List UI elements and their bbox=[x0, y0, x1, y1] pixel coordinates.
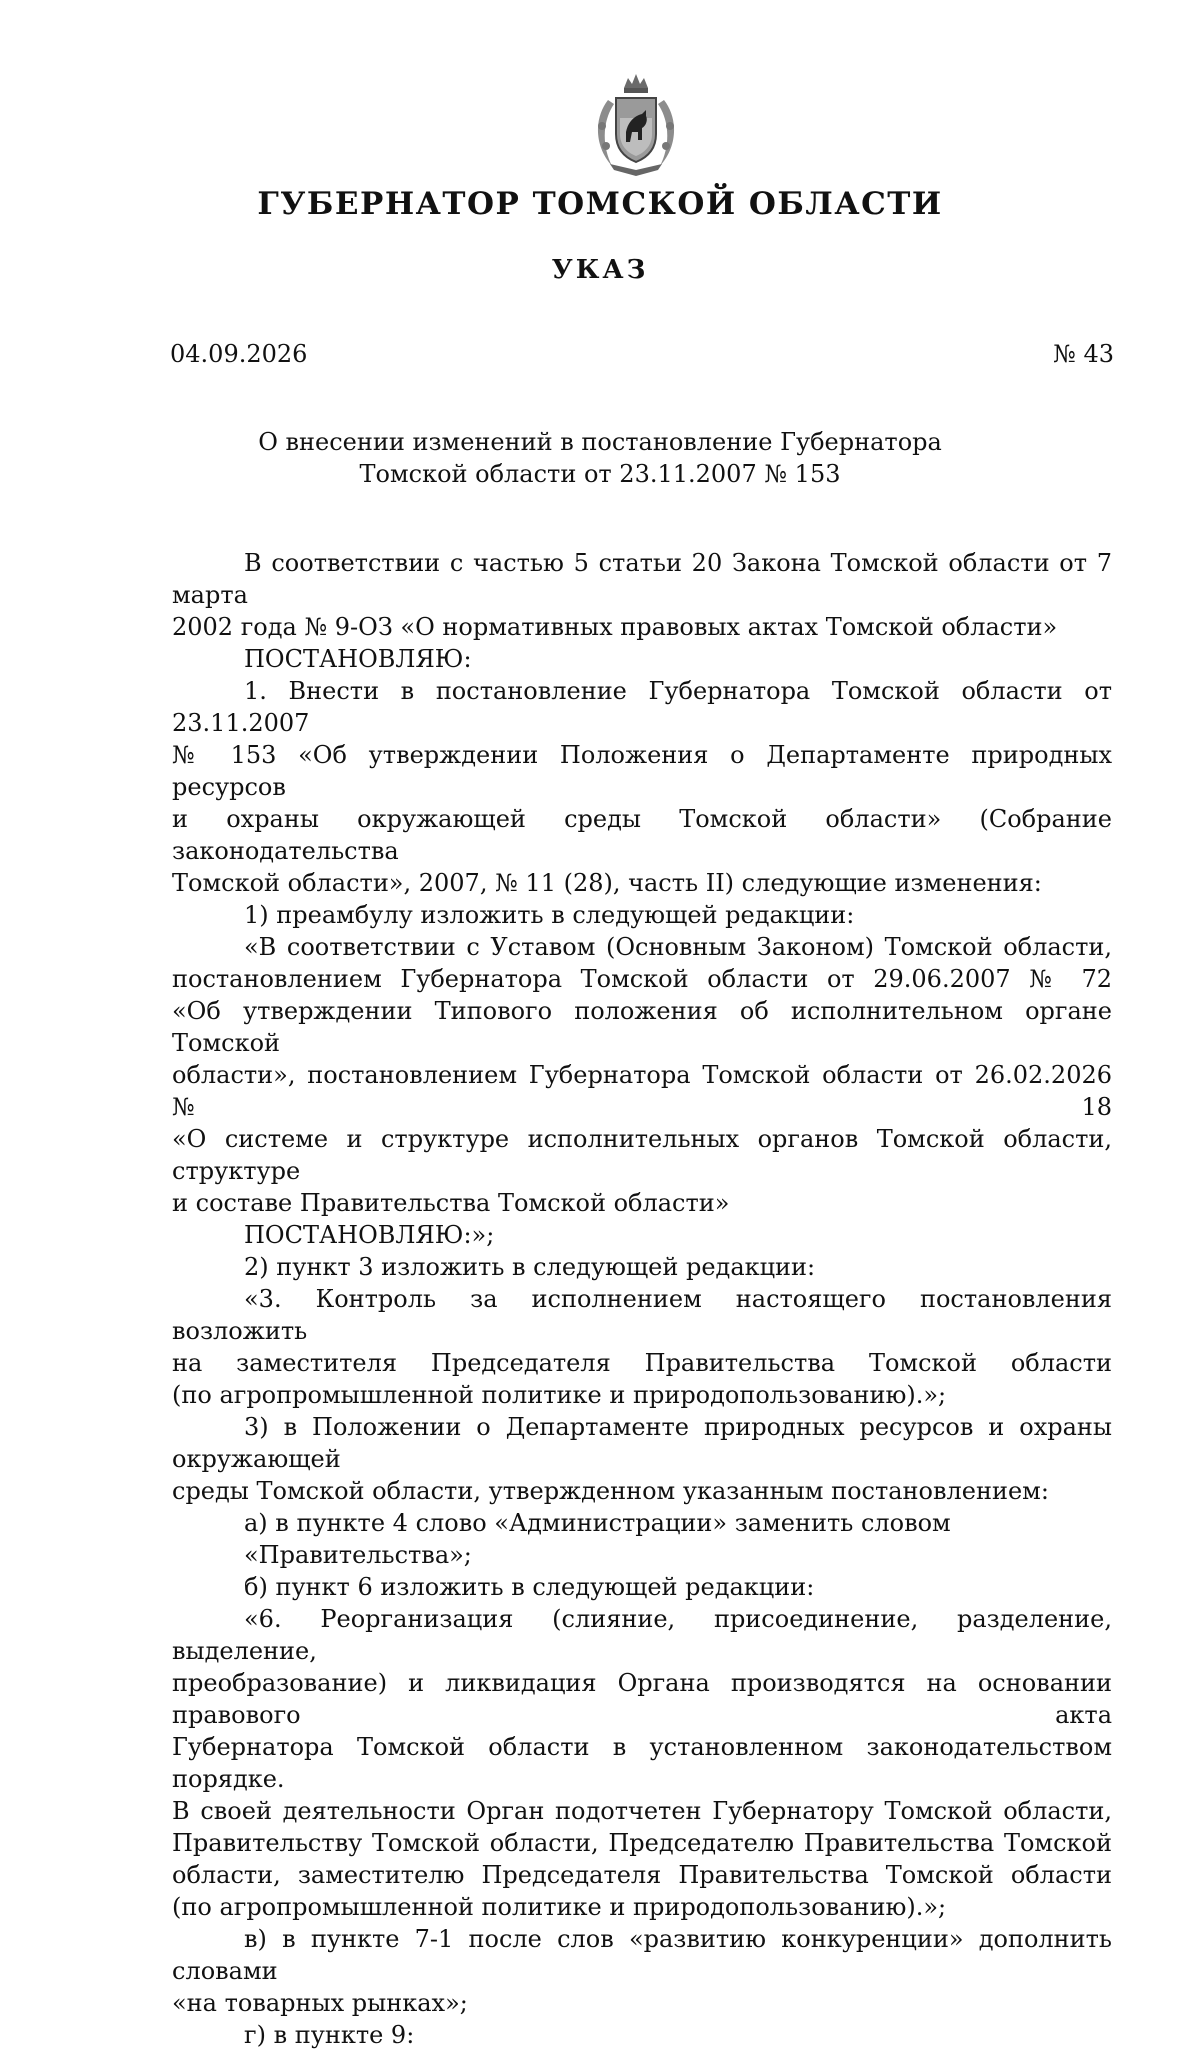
document-subject bbox=[0, 426, 1200, 490]
document-type: УКАЗ bbox=[551, 255, 649, 285]
body-line: Правительству Томской области, Председателю Правительства Томской bbox=[172, 1829, 1112, 1857]
body-line: «Об утверждении Типового положения об исполнительном органе Томской bbox=[172, 997, 1112, 1057]
body-line: в) в пункте 7-1 после слов «развитию конкуренции» дополнить словами bbox=[172, 1925, 1112, 1985]
subject-line: Томской области от 23.11.2007 № 153 bbox=[359, 460, 841, 488]
body-line: ПОСТАНОВЛЯЮ:»; bbox=[244, 1221, 495, 1249]
body-line: (по агропромышленной политике и природопользованию).»; bbox=[172, 1893, 947, 1921]
body-line: ПОСТАНОВЛЯЮ: bbox=[244, 645, 472, 673]
body-line: 1. Внести в постановление Губернатора Томской области от 23.11.2007 bbox=[172, 677, 1112, 737]
body-line: 1) преамбулу изложить в следующей редакции: bbox=[244, 901, 855, 929]
document-body bbox=[172, 547, 1112, 2051]
coat-of-arms-emblem bbox=[588, 70, 684, 176]
organization-title: ГУБЕРНАТОР ТОМСКОЙ ОБЛАСТИ bbox=[257, 186, 943, 222]
body-line: В своей деятельности Орган подотчетен Губернатору Томской области, bbox=[172, 1797, 1112, 1825]
body-line: (по агропромышленной политике и природопользованию).»; bbox=[172, 1381, 947, 1409]
body-line: 2002 года № 9-ОЗ «О нормативных правовых актах Томской области» bbox=[172, 613, 1058, 641]
body-line: постановлением Губернатора Томской области от 29.06.2007 № 72 bbox=[172, 965, 1112, 993]
body-line: № 153 «Об утверждении Положения о Департаменте природных ресурсов bbox=[172, 741, 1112, 801]
body-line: г) в пункте 9: bbox=[244, 2021, 415, 2049]
body-line: В соответствии с частью 5 статьи 20 Закона Томской области от 7 марта bbox=[172, 549, 1112, 609]
document-number: № 43 bbox=[1053, 340, 1114, 368]
body-line: «О системе и структуре исполнительных органов Томской области, структуре bbox=[172, 1125, 1112, 1185]
body-line: 3) в Положении о Департаменте природных ресурсов и охраны окружающей bbox=[172, 1413, 1112, 1473]
body-line: «6. Реорганизация (слияние, присоединение, разделение, выделение, bbox=[172, 1605, 1112, 1665]
body-line: «В соответствии с Уставом (Основным Законом) Томской области, bbox=[244, 933, 1112, 961]
body-line: «3. Контроль за исполнением настоящего постановления возложить bbox=[172, 1285, 1112, 1345]
body-line: Томской области», 2007, № 11 (28), часть II) следующие изменения: bbox=[172, 869, 1042, 897]
body-line: области, заместителю Председателя Правительства Томской области bbox=[172, 1861, 1112, 1889]
body-line: а) в пункте 4 слово «Администрации» заменить словом «Правительства»; bbox=[244, 1509, 951, 1569]
body-line: 2) пункт 3 изложить в следующей редакции: bbox=[244, 1253, 816, 1281]
body-line: и охраны окружающей среды Томской области» (Собрание законодательства bbox=[172, 805, 1112, 865]
document-date: 04.09.2026 bbox=[170, 340, 308, 368]
body-line: на заместителя Председателя Правительства Томской области bbox=[172, 1349, 1112, 1377]
body-line: области», постановлением Губернатора Томской области от 26.02.2026 № 18 bbox=[172, 1061, 1112, 1121]
body-line: и составе Правительства Томской области» bbox=[172, 1189, 730, 1217]
body-line: среды Томской области, утвержденном указанным постановлением: bbox=[172, 1477, 1049, 1505]
body-line: Губернатора Томской области в установленном законодательством порядке. bbox=[172, 1733, 1112, 1793]
body-line: б) пункт 6 изложить в следующей редакции: bbox=[244, 1573, 815, 1601]
body-line: преобразование) и ликвидация Органа производятся на основании правового акта bbox=[172, 1669, 1112, 1729]
body-line: «на товарных рынках»; bbox=[172, 1989, 468, 2017]
subject-line: О внесении изменений в постановление Губернатора bbox=[258, 428, 942, 456]
